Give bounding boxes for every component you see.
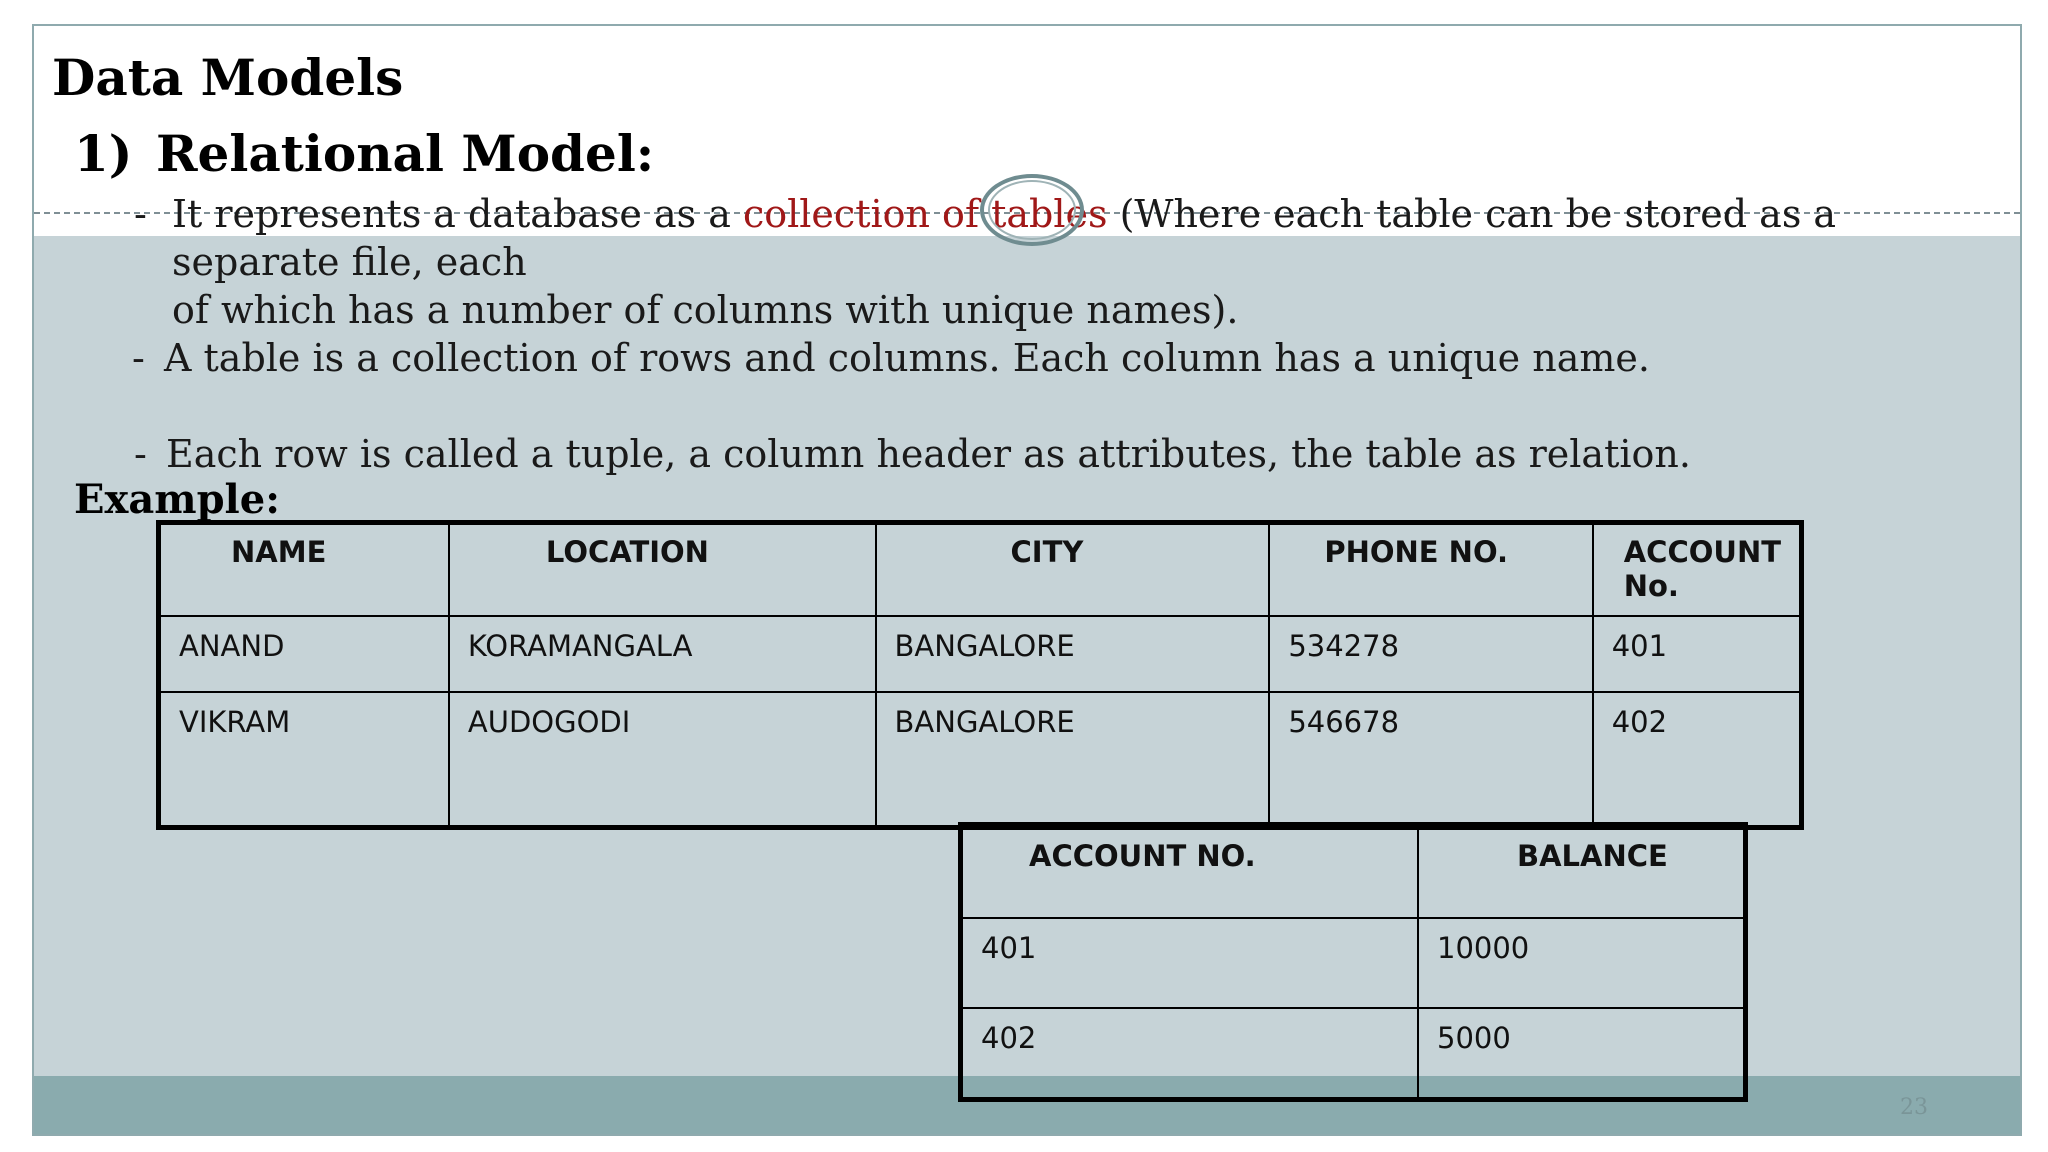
bullet-dash: - xyxy=(134,192,147,236)
table-row xyxy=(159,616,1802,692)
table-header-row xyxy=(159,523,1802,617)
table-cell: 402 xyxy=(1593,692,1802,828)
column-header: ACCOUNT NO. xyxy=(961,825,1419,919)
table-cell: KORAMANGALA xyxy=(449,616,876,692)
table-cell: 534278 xyxy=(1269,616,1592,692)
column-header: ACCOUNT No. xyxy=(1593,523,1802,617)
bullet-3 xyxy=(134,430,1691,478)
table-row xyxy=(961,1008,1746,1100)
bullet-2-text: A table is a collection of rows and columns. Each column has a unique name. xyxy=(164,336,1650,380)
table-cell: BANGALORE xyxy=(876,616,1270,692)
table-cell: 401 xyxy=(961,918,1419,1008)
example-label: Example: xyxy=(74,476,280,523)
table-cell: 10000 xyxy=(1418,918,1746,1008)
customer-table xyxy=(156,520,1804,830)
column-header: BALANCE xyxy=(1418,825,1746,919)
table-cell: AUDOGODI xyxy=(449,692,876,828)
table-header-row xyxy=(961,825,1746,919)
bullet-dash: - xyxy=(132,336,145,380)
section-heading xyxy=(74,124,654,183)
bullet-dash: - xyxy=(134,432,147,476)
bullet-1-highlight: collection of tables xyxy=(742,192,1108,236)
column-header: NAME xyxy=(159,523,449,617)
table-cell: VIKRAM xyxy=(159,692,449,828)
table-row xyxy=(159,692,1802,828)
bullet-2 xyxy=(132,334,1650,382)
table-cell: 546678 xyxy=(1269,692,1592,828)
slide-title: Data Models xyxy=(52,48,404,107)
section-heading-text: Relational Model: xyxy=(156,124,655,183)
annotation-circle-inner xyxy=(988,180,1076,240)
section-number: 1) xyxy=(74,124,133,183)
column-header: PHONE NO. xyxy=(1269,523,1592,617)
table-row xyxy=(961,918,1746,1008)
bullet-3-text: Each row is called a tuple, a column header as attributes, the table as relation. xyxy=(166,432,1691,476)
table-cell: 401 xyxy=(1593,616,1802,692)
table-cell: 402 xyxy=(961,1008,1419,1100)
table-cell: BANGALORE xyxy=(876,692,1270,828)
table-cell: 5000 xyxy=(1418,1008,1746,1100)
table-cell: ANAND xyxy=(159,616,449,692)
column-header: LOCATION xyxy=(449,523,876,617)
bullet-1-text-b: (Where each table can be stored as a separate file, each xyxy=(172,192,1837,284)
balance-table xyxy=(958,822,1748,1102)
bullet-1-text-a: It represents a database as a xyxy=(172,192,743,236)
bullet-1-line-2: of which has a number of columns with unique names). xyxy=(172,288,1239,332)
column-header: CITY xyxy=(876,523,1270,617)
page-number: 23 xyxy=(1900,1095,1928,1120)
